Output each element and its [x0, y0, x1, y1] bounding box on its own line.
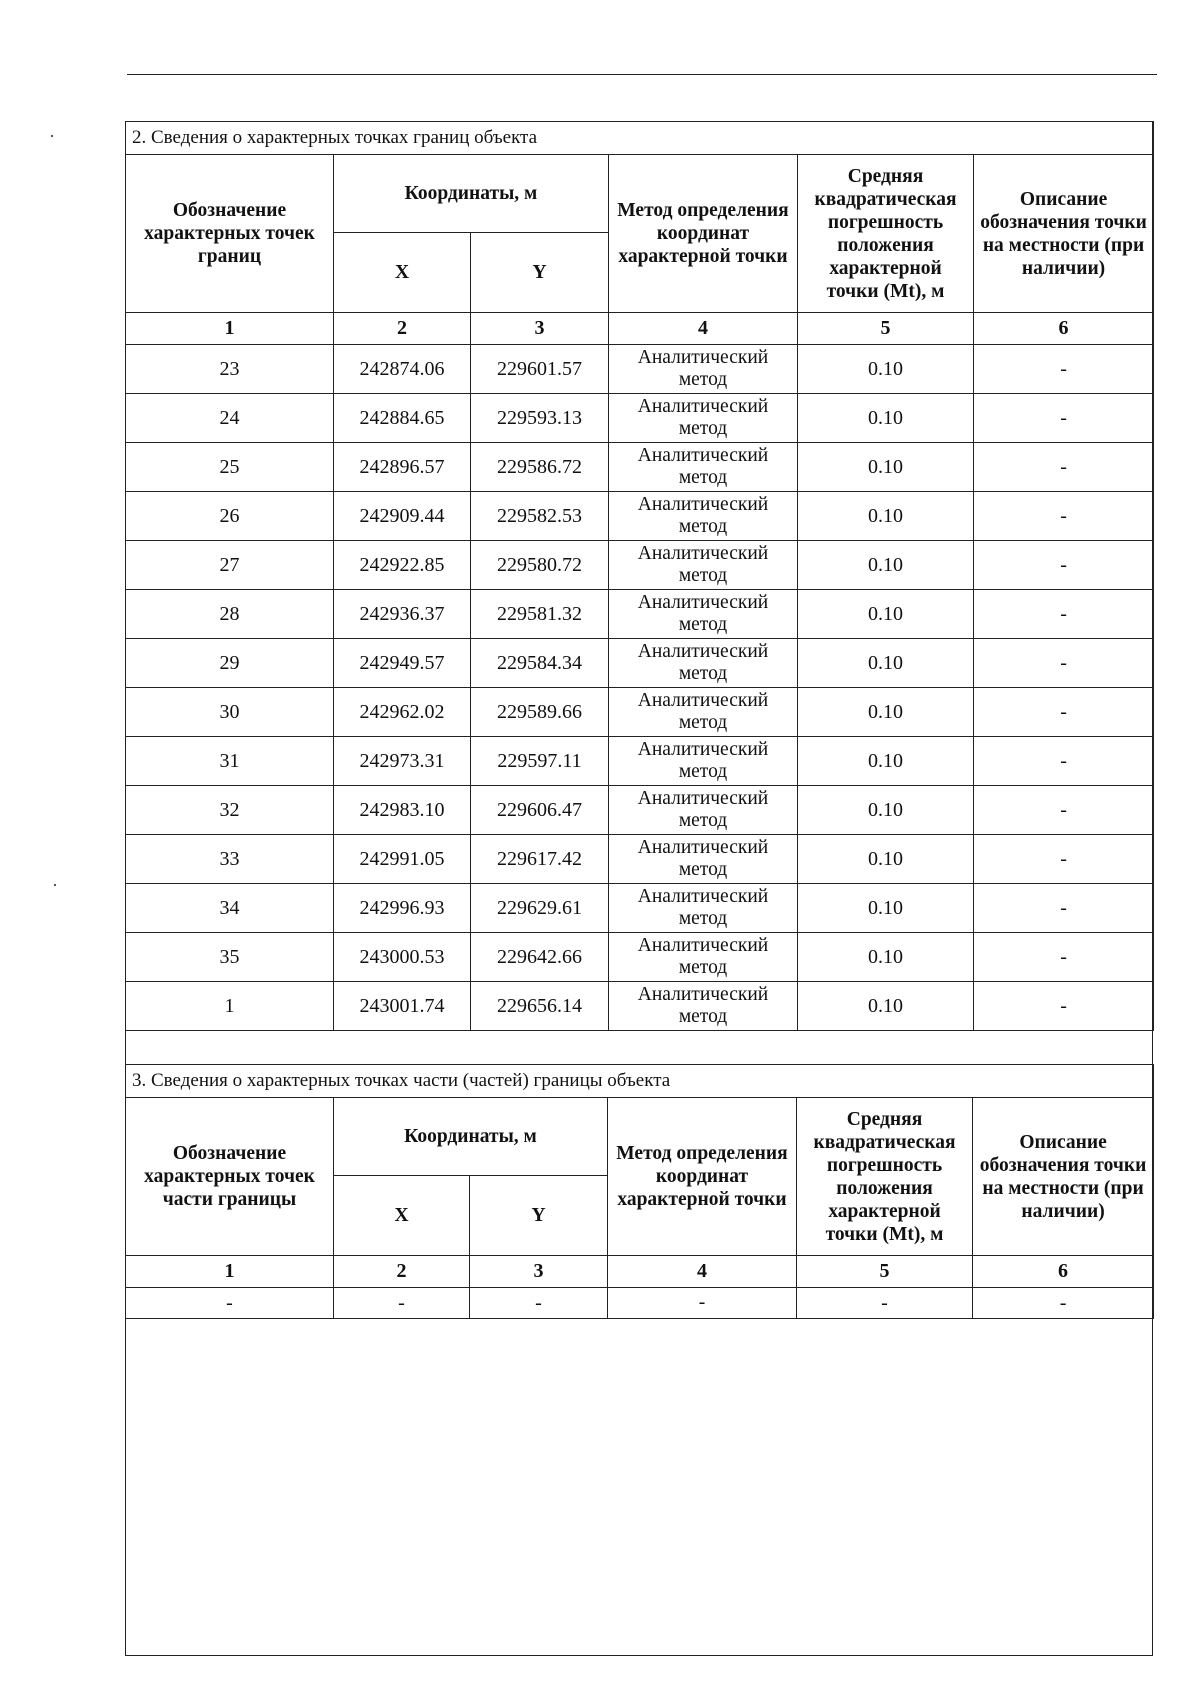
description-cell: -: [974, 639, 1154, 688]
coordinates-header: Координаты, м: [334, 155, 609, 233]
table-row: [126, 541, 1154, 590]
table-row: [126, 786, 1154, 835]
column-number: 6: [974, 313, 1154, 345]
table-row: [126, 982, 1154, 1031]
column-number: 4: [609, 313, 798, 345]
column-number: 1: [126, 1256, 334, 1288]
method-header: Метод определения координат характерной точки: [608, 1098, 797, 1256]
mt-error-cell: 0.10: [798, 492, 974, 541]
description-cell: -: [974, 443, 1154, 492]
x-header: X: [334, 1176, 470, 1256]
description-cell: -: [974, 982, 1154, 1031]
y-coordinate-cell: 229593.13: [471, 394, 609, 443]
point-cell: 23: [126, 345, 334, 394]
method-cell: Аналитический метод: [609, 835, 798, 884]
y-header: Y: [470, 1176, 608, 1256]
description-cell: -: [974, 492, 1154, 541]
y-coordinate-cell: 229586.72: [471, 443, 609, 492]
table-row: [126, 394, 1154, 443]
y-coordinate-cell: 229580.72: [471, 541, 609, 590]
part-boundary-points-table: [125, 1064, 1154, 1319]
designation-header: Обозначение характерных точек части границы: [126, 1098, 334, 1256]
x-header: X: [334, 233, 471, 313]
x-coordinate-cell: 242973.31: [334, 737, 471, 786]
point-cell: 30: [126, 688, 334, 737]
column-number: 3: [470, 1256, 608, 1288]
mt-error-cell: 0.10: [798, 737, 974, 786]
column-number: 1: [126, 313, 334, 345]
description-cell: -: [974, 688, 1154, 737]
column-number: 3: [471, 313, 609, 345]
y-coordinate-cell: 229589.66: [471, 688, 609, 737]
point-cell: -: [126, 1288, 334, 1319]
mt-error-cell: 0.10: [798, 688, 974, 737]
section-title: 2. Сведения о характерных точках границ объекта: [126, 122, 1154, 155]
table-row: [126, 345, 1154, 394]
designation-header: Обозначение характерных точек границ: [126, 155, 334, 313]
point-cell: 33: [126, 835, 334, 884]
method-cell: Аналитический метод: [609, 737, 798, 786]
point-cell: 34: [126, 884, 334, 933]
method-cell: Аналитический метод: [609, 786, 798, 835]
error-header: Средняя квадратическая погрешность положения характерной точки (Mt), м: [798, 155, 974, 313]
table-row: [126, 443, 1154, 492]
method-cell: Аналитический метод: [609, 639, 798, 688]
x-coordinate-cell: 243000.53: [334, 933, 471, 982]
y-coordinate-cell: 229656.14: [471, 982, 609, 1031]
error-header: Средняя квадратическая погрешность положения характерной точки (Mt), м: [797, 1098, 973, 1256]
mt-error-cell: 0.10: [798, 639, 974, 688]
description-header: Описание обозначения точки на местности (при наличии): [974, 155, 1154, 313]
method-cell: Аналитический метод: [609, 443, 798, 492]
y-coordinate-cell: 229597.11: [471, 737, 609, 786]
x-coordinate-cell: 242936.37: [334, 590, 471, 639]
section-title: 3. Сведения о характерных точках части (частей) границы объекта: [126, 1065, 1154, 1098]
coordinates-header: Координаты, м: [334, 1098, 608, 1176]
point-cell: 29: [126, 639, 334, 688]
scan-speck: [54, 884, 56, 886]
method-cell: Аналитический метод: [609, 492, 798, 541]
description-cell: -: [974, 394, 1154, 443]
table-row: [126, 492, 1154, 541]
description-cell: -: [974, 541, 1154, 590]
boundary-points-table: [125, 121, 1154, 1031]
mt-error-cell: 0.10: [798, 443, 974, 492]
point-cell: 31: [126, 737, 334, 786]
description-cell: -: [974, 590, 1154, 639]
method-cell: Аналитический метод: [609, 982, 798, 1031]
scan-speck: [51, 135, 53, 137]
point-cell: 32: [126, 786, 334, 835]
mt-error-cell: 0.10: [798, 835, 974, 884]
mt-error-cell: -: [797, 1288, 973, 1319]
method-cell: Аналитический метод: [609, 884, 798, 933]
mt-error-cell: 0.10: [798, 590, 974, 639]
mt-error-cell: 0.10: [798, 786, 974, 835]
method-cell: -: [608, 1288, 797, 1319]
mt-error-cell: 0.10: [798, 541, 974, 590]
x-coordinate-cell: 242874.06: [334, 345, 471, 394]
table-row: [126, 737, 1154, 786]
table-row: [126, 590, 1154, 639]
y-coordinate-cell: 229584.34: [471, 639, 609, 688]
description-cell: -: [974, 884, 1154, 933]
column-number: 5: [797, 1256, 973, 1288]
point-cell: 1: [126, 982, 334, 1031]
point-cell: 24: [126, 394, 334, 443]
x-coordinate-cell: 242896.57: [334, 443, 471, 492]
column-number: 6: [973, 1256, 1154, 1288]
method-cell: Аналитический метод: [609, 541, 798, 590]
description-cell: -: [974, 786, 1154, 835]
x-coordinate-cell: 243001.74: [334, 982, 471, 1031]
table-row: [126, 933, 1154, 982]
y-coordinate-cell: 229617.42: [471, 835, 609, 884]
method-cell: Аналитический метод: [609, 933, 798, 982]
x-coordinate-cell: 242962.02: [334, 688, 471, 737]
point-cell: 27: [126, 541, 334, 590]
y-coordinate-cell: 229642.66: [471, 933, 609, 982]
point-cell: 25: [126, 443, 334, 492]
mt-error-cell: 0.10: [798, 933, 974, 982]
table-row: [126, 688, 1154, 737]
y-coordinate-cell: 229606.47: [471, 786, 609, 835]
mt-error-cell: 0.10: [798, 394, 974, 443]
x-coordinate-cell: 242922.85: [334, 541, 471, 590]
x-coordinate-cell: 242991.05: [334, 835, 471, 884]
x-coordinate-cell: 242909.44: [334, 492, 471, 541]
point-cell: 28: [126, 590, 334, 639]
column-number: 2: [334, 313, 471, 345]
y-coordinate-cell: 229582.53: [471, 492, 609, 541]
column-number: 4: [608, 1256, 797, 1288]
method-header: Метод определения координат характерной точки: [609, 155, 798, 313]
point-cell: 26: [126, 492, 334, 541]
x-coordinate-cell: 242996.93: [334, 884, 471, 933]
y-coordinate-cell: -: [470, 1288, 608, 1319]
header-rule: [127, 74, 1157, 75]
table-row: [126, 835, 1154, 884]
method-cell: Аналитический метод: [609, 590, 798, 639]
y-header: Y: [471, 233, 609, 313]
x-coordinate-cell: 242983.10: [334, 786, 471, 835]
mt-error-cell: 0.10: [798, 982, 974, 1031]
y-coordinate-cell: 229581.32: [471, 590, 609, 639]
mt-error-cell: 0.10: [798, 345, 974, 394]
table-row: [126, 639, 1154, 688]
description-cell: -: [974, 835, 1154, 884]
mt-error-cell: 0.10: [798, 884, 974, 933]
description-cell: -: [973, 1288, 1154, 1319]
column-number: 5: [798, 313, 974, 345]
x-coordinate-cell: 242949.57: [334, 639, 471, 688]
y-coordinate-cell: 229629.61: [471, 884, 609, 933]
description-cell: -: [974, 345, 1154, 394]
point-cell: 35: [126, 933, 334, 982]
method-cell: Аналитический метод: [609, 345, 798, 394]
column-number: 2: [334, 1256, 470, 1288]
x-coordinate-cell: 242884.65: [334, 394, 471, 443]
table-row: [126, 1288, 1154, 1319]
description-cell: -: [974, 933, 1154, 982]
description-cell: -: [974, 737, 1154, 786]
method-cell: Аналитический метод: [609, 394, 798, 443]
method-cell: Аналитический метод: [609, 688, 798, 737]
table-row: [126, 884, 1154, 933]
description-header: Описание обозначения точки на местности (при наличии): [973, 1098, 1154, 1256]
y-coordinate-cell: 229601.57: [471, 345, 609, 394]
x-coordinate-cell: -: [334, 1288, 470, 1319]
